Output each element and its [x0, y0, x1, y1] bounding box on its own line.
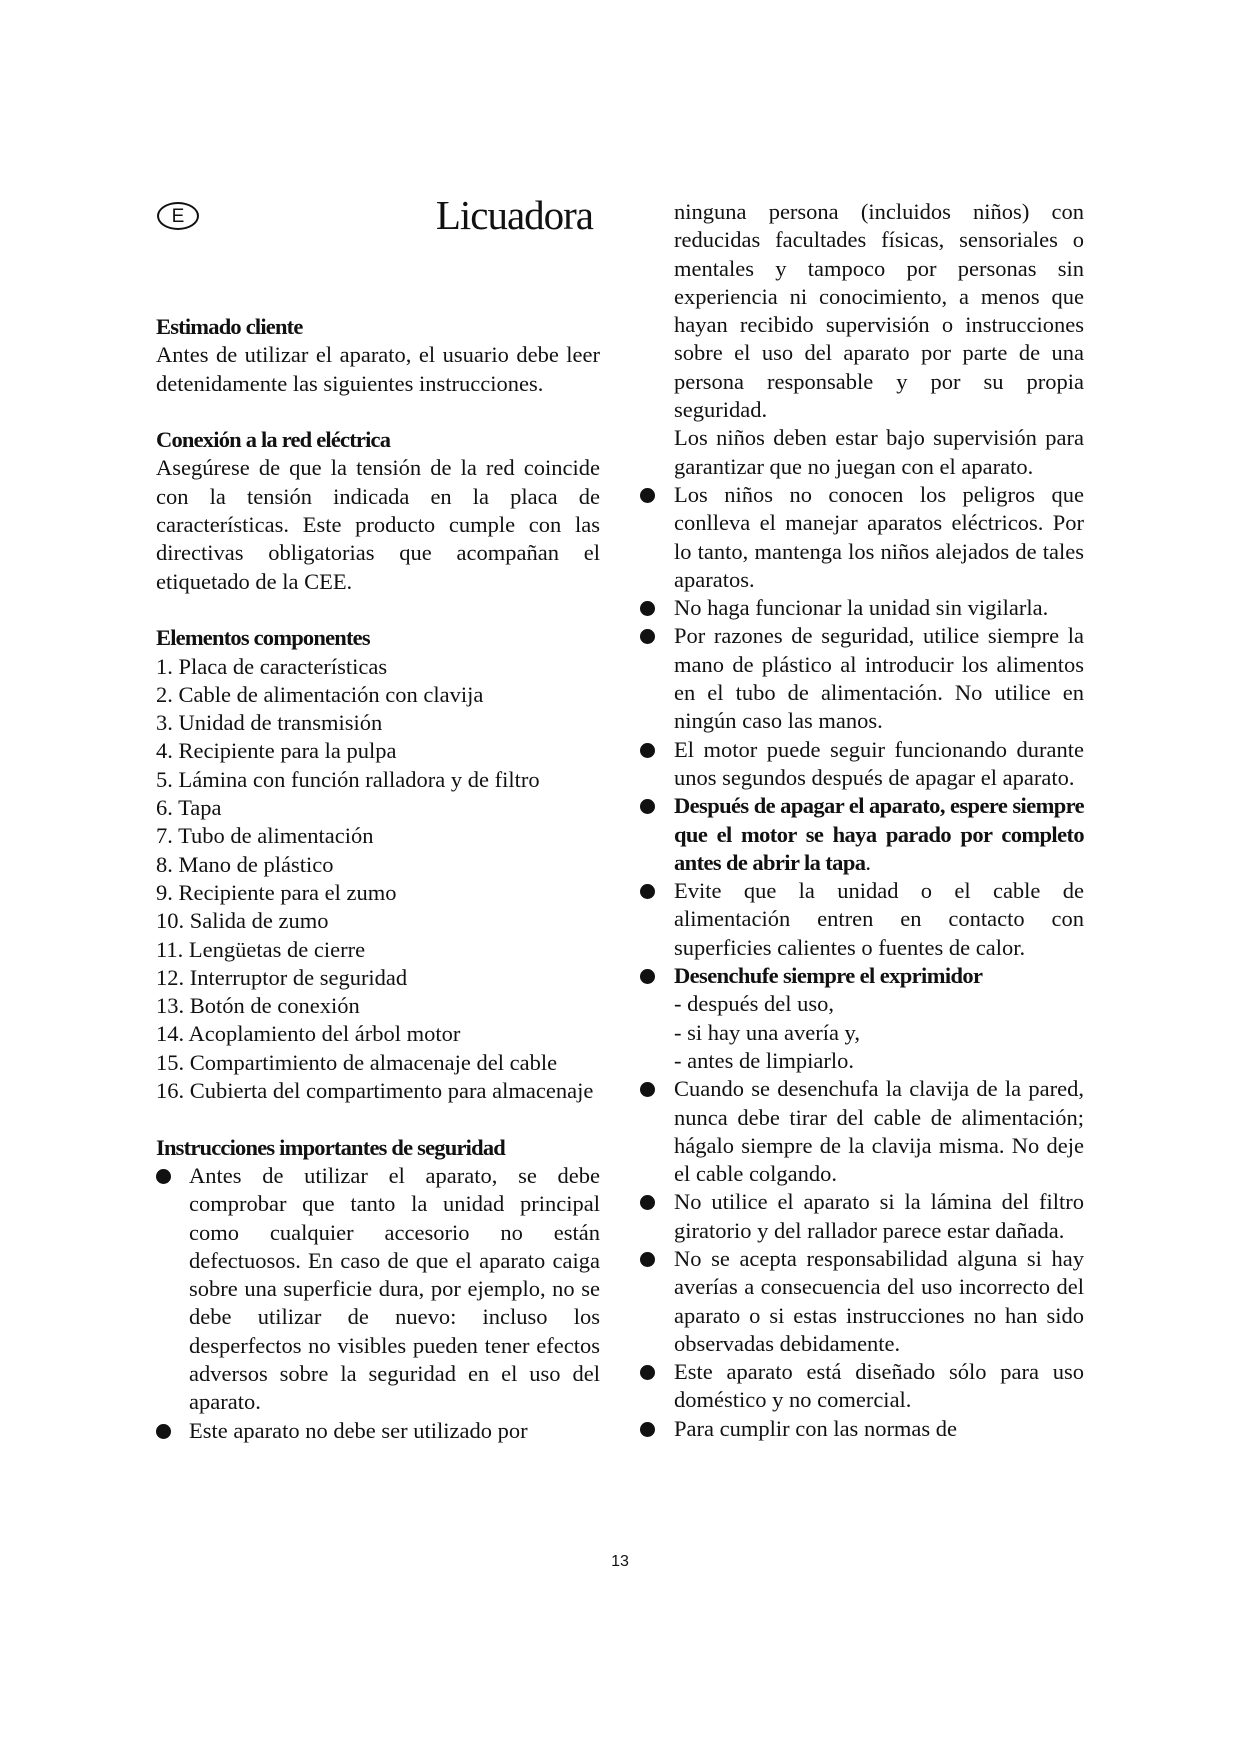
- bullet-icon: [640, 629, 655, 644]
- bullet-icon: [640, 1082, 655, 1097]
- components-list: [156, 653, 600, 1106]
- list-item: 4. Recipiente para la pulpa: [156, 738, 397, 764]
- list-item: - si hay una avería y,: [674, 1019, 860, 1045]
- list-item: No utilice el aparato si la lámina del filtro giratorio y del rallador parece estar dañada.: [640, 1188, 1084, 1245]
- bullet-icon: [156, 1424, 171, 1439]
- list-item: 10. Salida de zumo: [156, 908, 329, 934]
- left-column: [156, 313, 600, 1445]
- list-item: Antes de utilizar el aparato, se debe comprobar que tanto la unidad principal como cualquier accesorio no están defectuosos. En caso de que el aparato caiga sobre una superficie dura, por ejemplo, no se debe utilizar de nuevo: incluso los desperfectos no visibles pueden tener efectos adversos sobre la seguridad en el uso del aparato.: [156, 1162, 600, 1417]
- list-item: 9. Recipiente para el zumo: [156, 879, 397, 905]
- list-item: 11. Lengüetas de cierre: [156, 936, 366, 962]
- list-item: 12. Interruptor de seguridad: [156, 964, 408, 990]
- list-item: Este aparato está diseñado sólo para uso doméstico y no comercial.: [640, 1358, 1084, 1415]
- bullet-icon: [640, 1252, 655, 1267]
- list-item: - después del uso,: [674, 991, 834, 1017]
- list-item: 16. Cubierta del compartimento para almacenaje: [156, 1078, 594, 1104]
- page-number: 13: [611, 1553, 629, 1570]
- list-item: Este aparato no debe ser utilizado por: [156, 1417, 600, 1445]
- customer-intro-text: Antes de utilizar el aparato, el usuario debe leer detenidamente las siguientes instrucciones.: [156, 342, 600, 396]
- unplug-conditions-list: [640, 990, 1084, 1075]
- section-heading-power: Conexión a la red eléctrica: [156, 427, 391, 453]
- children-supervision-text: Los niños deben estar bajo supervisión para garantizar que no juegan con el aparato.: [674, 425, 1084, 479]
- list-item: 7. Tubo de alimentación: [156, 823, 374, 849]
- list-item: 5. Lámina con función ralladora y de filtro: [156, 766, 540, 792]
- list-item: Los niños no conocen los peligros que conlleva el manejar aparatos eléctricos. Por lo tanto, mantenga los niños alejados de tales aparatos.: [640, 481, 1084, 594]
- page-title: Licuadora: [435, 192, 593, 238]
- bullet-icon: [640, 601, 655, 616]
- safety-list-right-2: [640, 1075, 1084, 1443]
- list-item: 2. Cable de alimentación con clavija: [156, 681, 484, 707]
- power-connection-text: Asegúrese de que la tensión de la red coincide con la tensión indicada en la placa de características. Este producto cumple con las directivas obligatorias que acompañan el etiquetado de la CEE.: [156, 455, 600, 594]
- list-item: - antes de limpiarlo.: [674, 1047, 854, 1073]
- list-item: 1. Placa de características: [156, 653, 388, 679]
- list-item: 8. Mano de plástico: [156, 851, 334, 877]
- list-item: 6. Tapa: [156, 795, 222, 821]
- bullet-icon: [640, 799, 655, 814]
- section-heading-safety: Instrucciones importantes de seguridad: [156, 1134, 505, 1160]
- section-heading-components: Elementos componentes: [156, 625, 370, 651]
- list-item: Para cumplir con las normas de: [640, 1415, 1084, 1443]
- right-column: [640, 198, 1084, 1443]
- continued-text: ninguna persona (incluidos niños) con reducidas facultades físicas, sensoriales o mentales y tampoco por personas sin experiencia ni conocimiento, a menos que hayan recibido supervisión o instrucciones sobre el uso del aparato por parte de una persona responsable y por su propia seguridad.: [674, 199, 1084, 423]
- bullet-icon: [640, 969, 655, 984]
- list-item: Después de apagar el aparato, espere siempre que el motor se haya parado por completo antes de abrir la tapa.: [640, 792, 1084, 877]
- safety-list-left: [156, 1162, 600, 1445]
- bullet-icon: [640, 884, 655, 899]
- list-item: 3. Unidad de transmisión: [156, 710, 383, 736]
- safety-list-right: [640, 481, 1084, 990]
- bullet-icon: [156, 1169, 171, 1184]
- list-item: El motor puede seguir funcionando durante unos segundos después de apagar el aparato.: [640, 736, 1084, 793]
- list-item: 14. Acoplamiento del árbol motor: [156, 1021, 461, 1047]
- bullet-icon: [640, 488, 655, 503]
- list-item: Por razones de seguridad, utilice siempre la mano de plástico al introducir los alimentos en el tubo de alimentación. No utilice en ningún caso las manos.: [640, 622, 1084, 735]
- section-heading-customer: Estimado cliente: [156, 314, 303, 339]
- list-item: No haga funcionar la unidad sin vigilarla.: [640, 594, 1084, 622]
- list-item: Cuando se desenchufa la clavija de la pared, nunca debe tirar del cable de alimentación; hágalo siempre de la clavija misma. No deje el cable colgando.: [640, 1075, 1084, 1188]
- list-item: 13. Botón de conexión: [156, 993, 360, 1019]
- bullet-icon: [640, 1195, 655, 1210]
- list-item: 15. Compartimiento de almacenaje del cable: [156, 1049, 558, 1075]
- list-item: Desenchufe siempre el exprimidor: [640, 962, 1084, 990]
- list-item: Evite que la unidad o el cable de alimentación entren en contacto con superficies calientes o fuentes de calor.: [640, 877, 1084, 962]
- bullet-icon: [640, 1422, 655, 1437]
- bullet-icon: [640, 1365, 655, 1380]
- language-badge: E: [157, 202, 199, 230]
- list-item: No se acepta responsabilidad alguna si hay averías a consecuencia del uso incorrecto del aparato o si estas instrucciones no han sido observadas debidamente.: [640, 1245, 1084, 1358]
- bullet-icon: [640, 743, 655, 758]
